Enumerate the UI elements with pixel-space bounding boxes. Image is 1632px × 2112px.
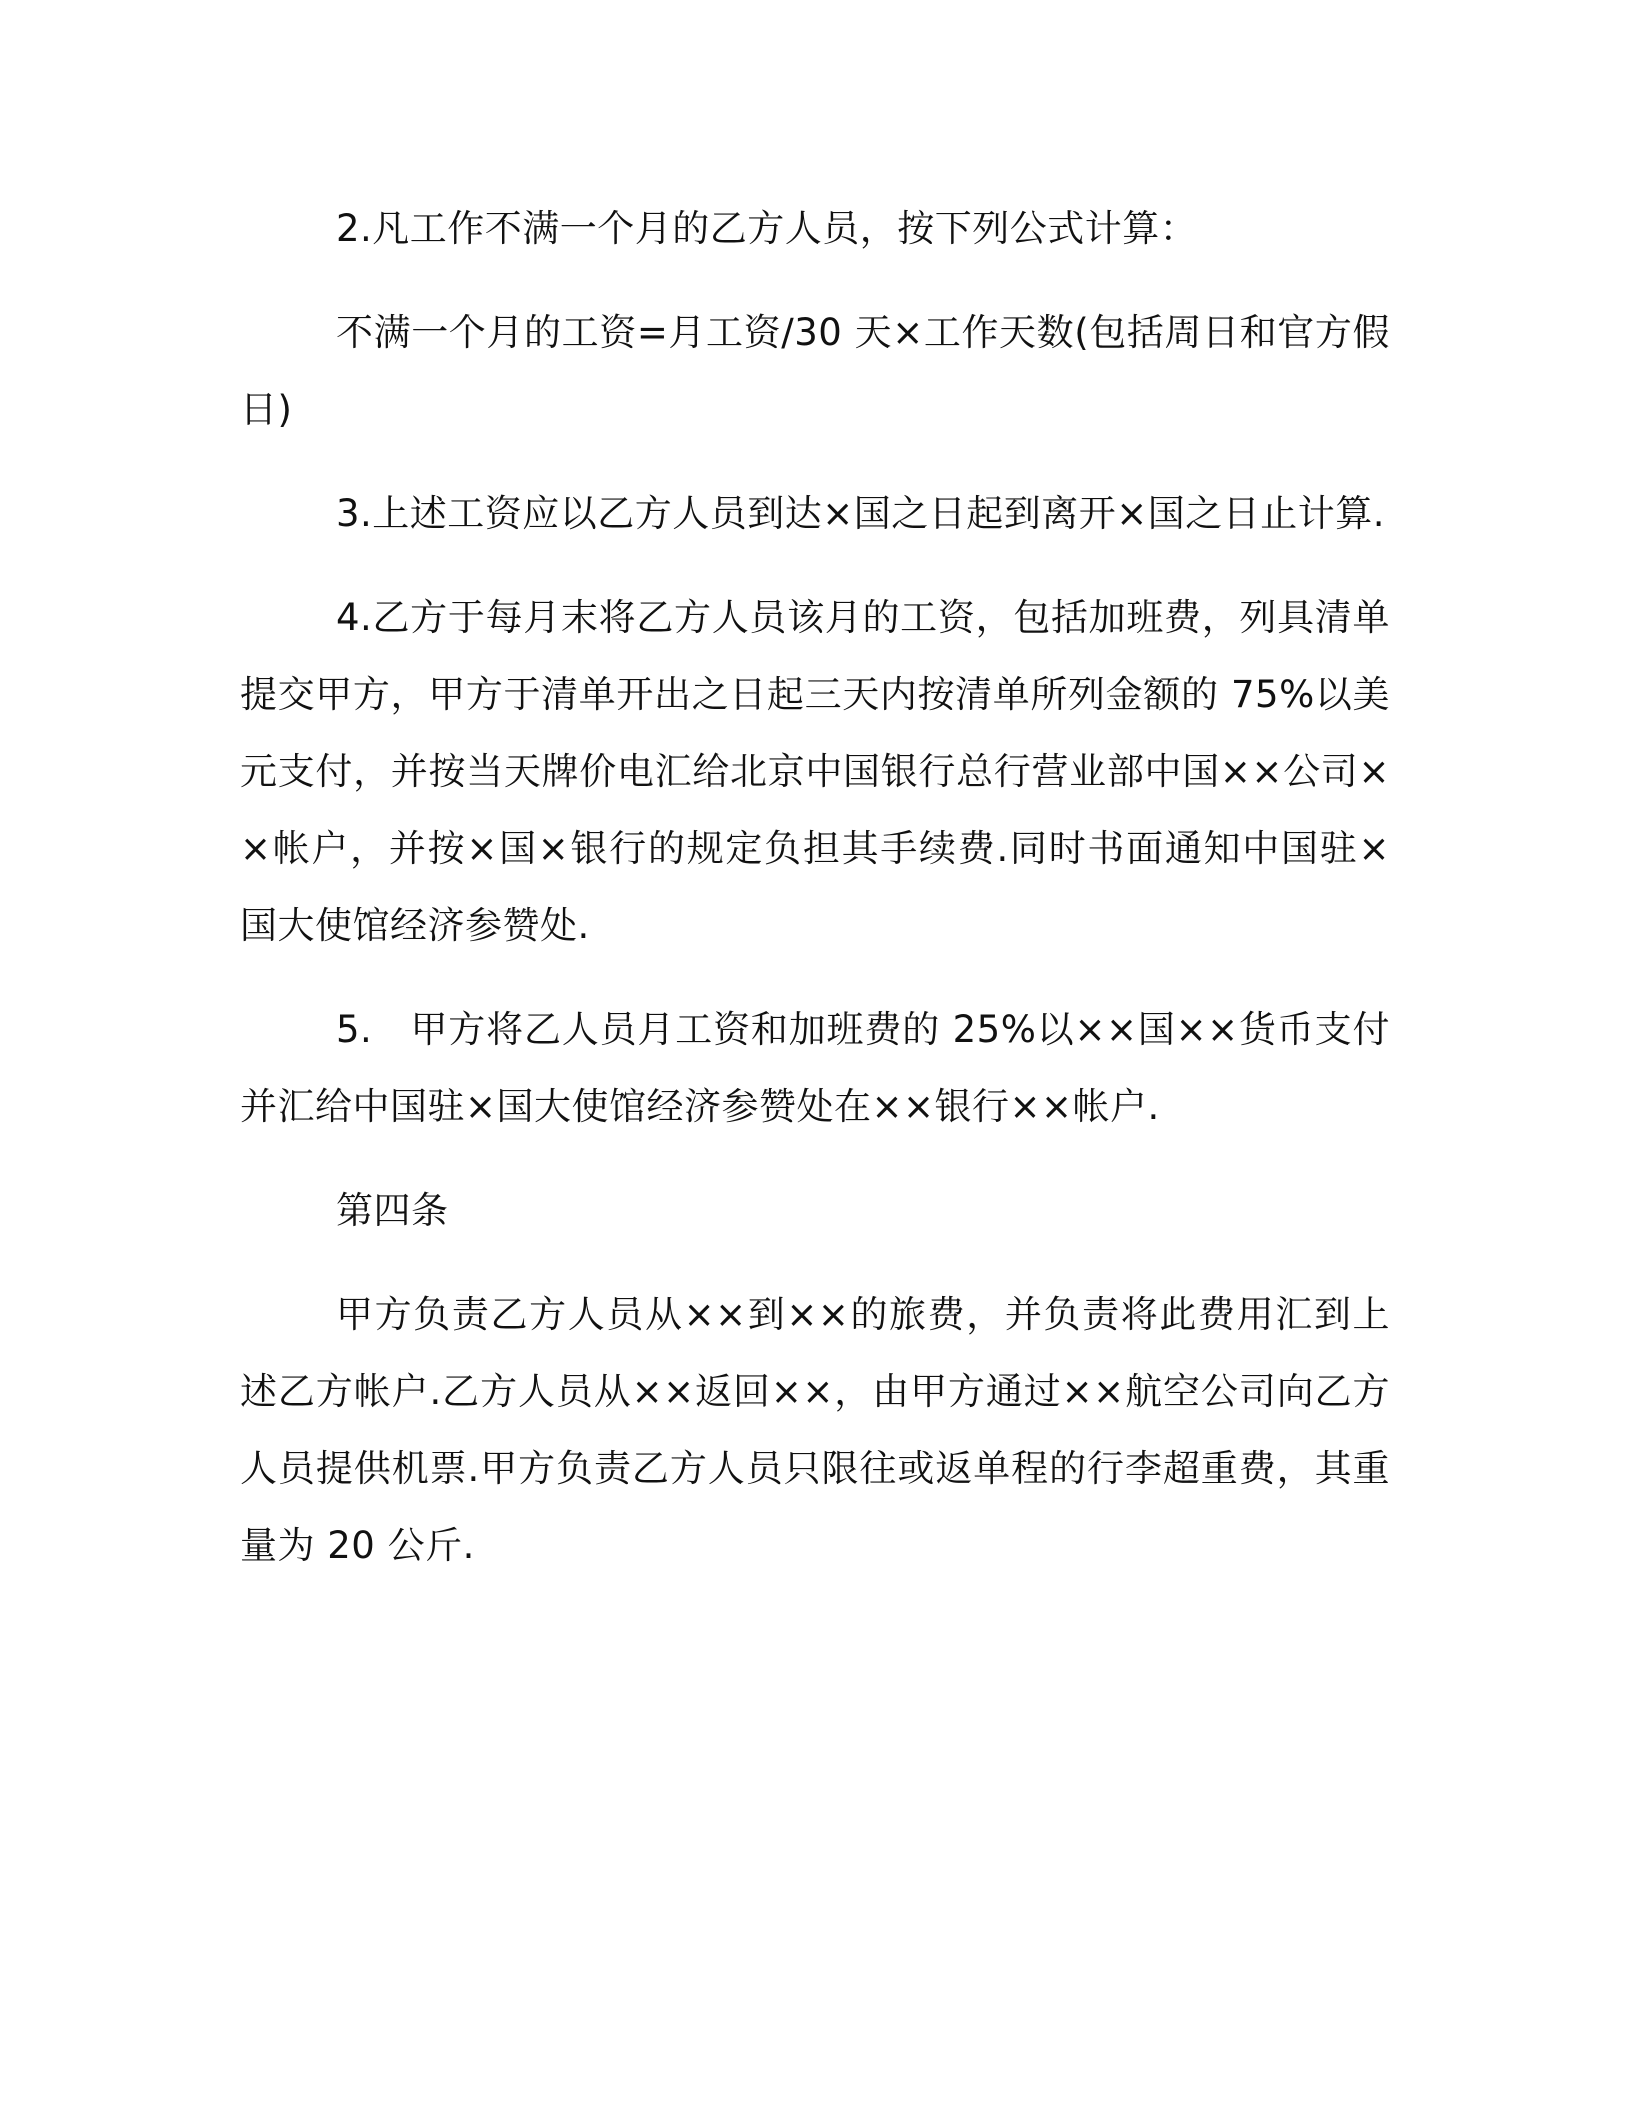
paragraph-item-5: 5. 甲方将乙人员月工资和加班费的 25%以××国××货币支付并汇给中国驻×国大使馆经济参赞处在××银行××帐户. (240, 1008, 1390, 1128)
document-body (240, 190, 1390, 1584)
paragraph-item-3: 3.上述工资应以乙方人员到达×国之日起到离开×国之日止计算. (336, 492, 1386, 535)
paragraph-item-4: 4.乙方于每月末将乙方人员该月的工资，包括加班费，列具清单提交甲方，甲方于清单开出之日起三天内按清单所列金额的 75%以美元支付，并按当天牌价电汇给北京中国银行总行营业部中国××公司××帐户，并按×国×银行的规定负担其手续费.同时书面通知中国驻×国大使馆经济参赞处. (240, 596, 1390, 947)
paragraph-article-4-body: 甲方负责乙方人员从××到××的旅费，并负责将此费用汇到上述乙方帐户.乙方人员从××返回××，由甲方通过××航空公司向乙方人员提供机票.甲方负责乙方人员只限往或返单程的行李超重费，其重量为 20 公斤. (240, 1293, 1390, 1567)
paragraph-item-2: 2.凡工作不满一个月的乙方人员，按下列公式计算： (336, 207, 1198, 250)
article-heading: 第四条 (336, 1189, 449, 1232)
paragraph-formula: 不满一个月的工资=月工资/30 天×工作天数(包括周日和官方假日) (240, 311, 1390, 431)
